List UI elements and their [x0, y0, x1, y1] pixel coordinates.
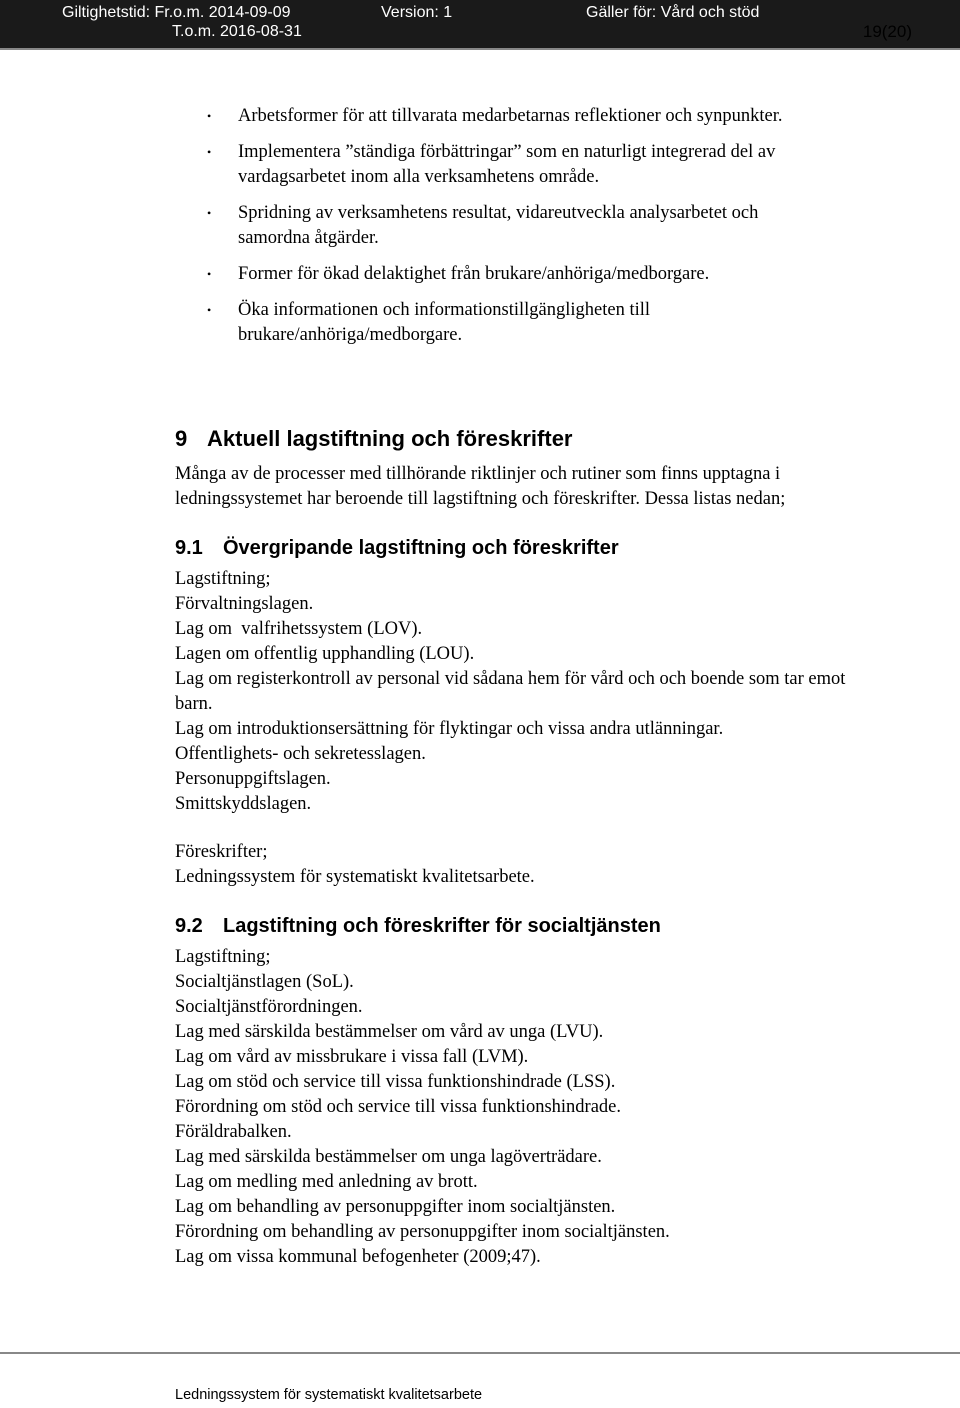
list-item: [175, 104, 815, 129]
law-item: Lag om valfrihetssystem (LOV).: [175, 619, 423, 639]
laws-label: Lagstiftning;: [175, 947, 271, 967]
regulations-list: [175, 865, 865, 890]
laws-label: Lagstiftning;: [175, 569, 271, 589]
law-item: Socialtjänstförordningen.: [175, 997, 363, 1017]
list-item-text: Spridning av verksamhetens resultat, vidareutveckla analysarbetet och samordna åtgärder.: [238, 203, 759, 248]
law-item: Lag om registerkontroll av personal vid sådana hem för vård och och boende som tar emot barn.: [175, 669, 846, 714]
law-item: Förordning om behandling av personuppgifter inom socialtjänsten.: [175, 1222, 670, 1242]
page-number: 19(20): [862, 22, 912, 41]
section-title: Övergripande lagstiftning och föreskrifter: [223, 537, 619, 559]
laws-list: [175, 970, 865, 1270]
bullet-icon: •: [207, 267, 212, 281]
law-item: Föräldrabalken.: [175, 1122, 292, 1142]
footer-divider: [0, 1352, 960, 1354]
applies-to-label: Gäller för: Vård och stöd: [586, 4, 760, 21]
bullet-list: [175, 104, 815, 359]
list-item-text: Implementera ”ständiga förbättringar” som en naturligt integrerad del av vardagsarbetet inom alla verksamhetens område.: [238, 142, 776, 187]
regulation-item: Ledningssystem för systematiskt kvalitetsarbete.: [175, 867, 535, 887]
list-item-text: Arbetsformer för att tillvarata medarbetarnas reflektioner och synpunkter.: [238, 106, 783, 126]
law-item: Förordning om stöd och service till vissa funktionshindrade.: [175, 1097, 621, 1117]
law-item: Förvaltningslagen.: [175, 594, 314, 614]
law-item: Smittskyddslagen.: [175, 794, 312, 814]
law-item: Socialtjänstlagen (SoL).: [175, 972, 354, 992]
section-number: 9: [175, 426, 188, 451]
law-item: Lag om vård av missbrukare i vissa fall (LVM).: [175, 1047, 529, 1067]
bullet-icon: •: [207, 206, 212, 220]
regulations-label: Föreskrifter;: [175, 842, 268, 862]
section-9-2-heading: [175, 912, 865, 940]
law-item: Lag om stöd och service till vissa funktionshindrade (LSS).: [175, 1072, 616, 1092]
section-number: 9.1: [175, 537, 203, 559]
validity-from: Giltighetstid: Fr.o.m. 2014-09-09: [62, 4, 291, 21]
laws-list: [175, 592, 865, 817]
section-9-heading: [175, 424, 865, 454]
section-9-intro: Många av de processer med tillhörande riktlinjer och rutiner som finns upptagna i ledningssystemet har beroende till lagstiftning och föreskrifter. Dessa listas nedan;: [175, 464, 786, 509]
law-item: Lag om introduktionsersättning för flyktingar och vissa andra utlänningar.: [175, 719, 724, 739]
list-item: [175, 298, 815, 348]
section-title: Lagstiftning och föreskrifter för socialtjänsten: [223, 915, 661, 937]
law-item: Lag med särskilda bestämmelser om vård av unga (LVU).: [175, 1022, 604, 1042]
validity-to: T.o.m. 2016-08-31: [172, 23, 302, 40]
list-item: [175, 262, 815, 287]
bullet-icon: •: [207, 109, 212, 123]
bullet-icon: •: [207, 303, 212, 317]
footer-text: Ledningssystem för systematiskt kvalitetsarbete: [175, 1387, 483, 1403]
law-item: Lag om medling med anledning av brott.: [175, 1172, 478, 1192]
page-header: [0, 0, 960, 48]
version-label: Version: 1: [381, 4, 453, 21]
list-item: [175, 140, 815, 190]
bullet-icon: •: [207, 145, 212, 159]
section-9-1-heading: [175, 534, 865, 562]
section-number: 9.2: [175, 915, 203, 937]
list-item-text: Öka informationen och informationstillgängligheten till brukare/anhöriga/medborgare.: [238, 300, 651, 345]
law-item: Lagen om offentlig upphandling (LOU).: [175, 644, 475, 664]
law-item: Lag med särskilda bestämmelser om unga lagöverträdare.: [175, 1147, 602, 1167]
main-content: [175, 424, 865, 1270]
list-item: [175, 201, 815, 251]
header-divider: [0, 48, 960, 50]
law-item: Lag om behandling av personuppgifter inom socialtjänsten.: [175, 1197, 616, 1217]
law-item: Lag om vissa kommunal befogenheter (2009;47).: [175, 1247, 541, 1267]
law-item: Personuppgiftslagen.: [175, 769, 331, 789]
list-item-text: Former för ökad delaktighet från brukare/anhöriga/medborgare.: [238, 264, 710, 284]
section-title: Aktuell lagstiftning och föreskrifter: [207, 426, 573, 451]
law-item: Offentlighets- och sekretesslagen.: [175, 744, 426, 764]
